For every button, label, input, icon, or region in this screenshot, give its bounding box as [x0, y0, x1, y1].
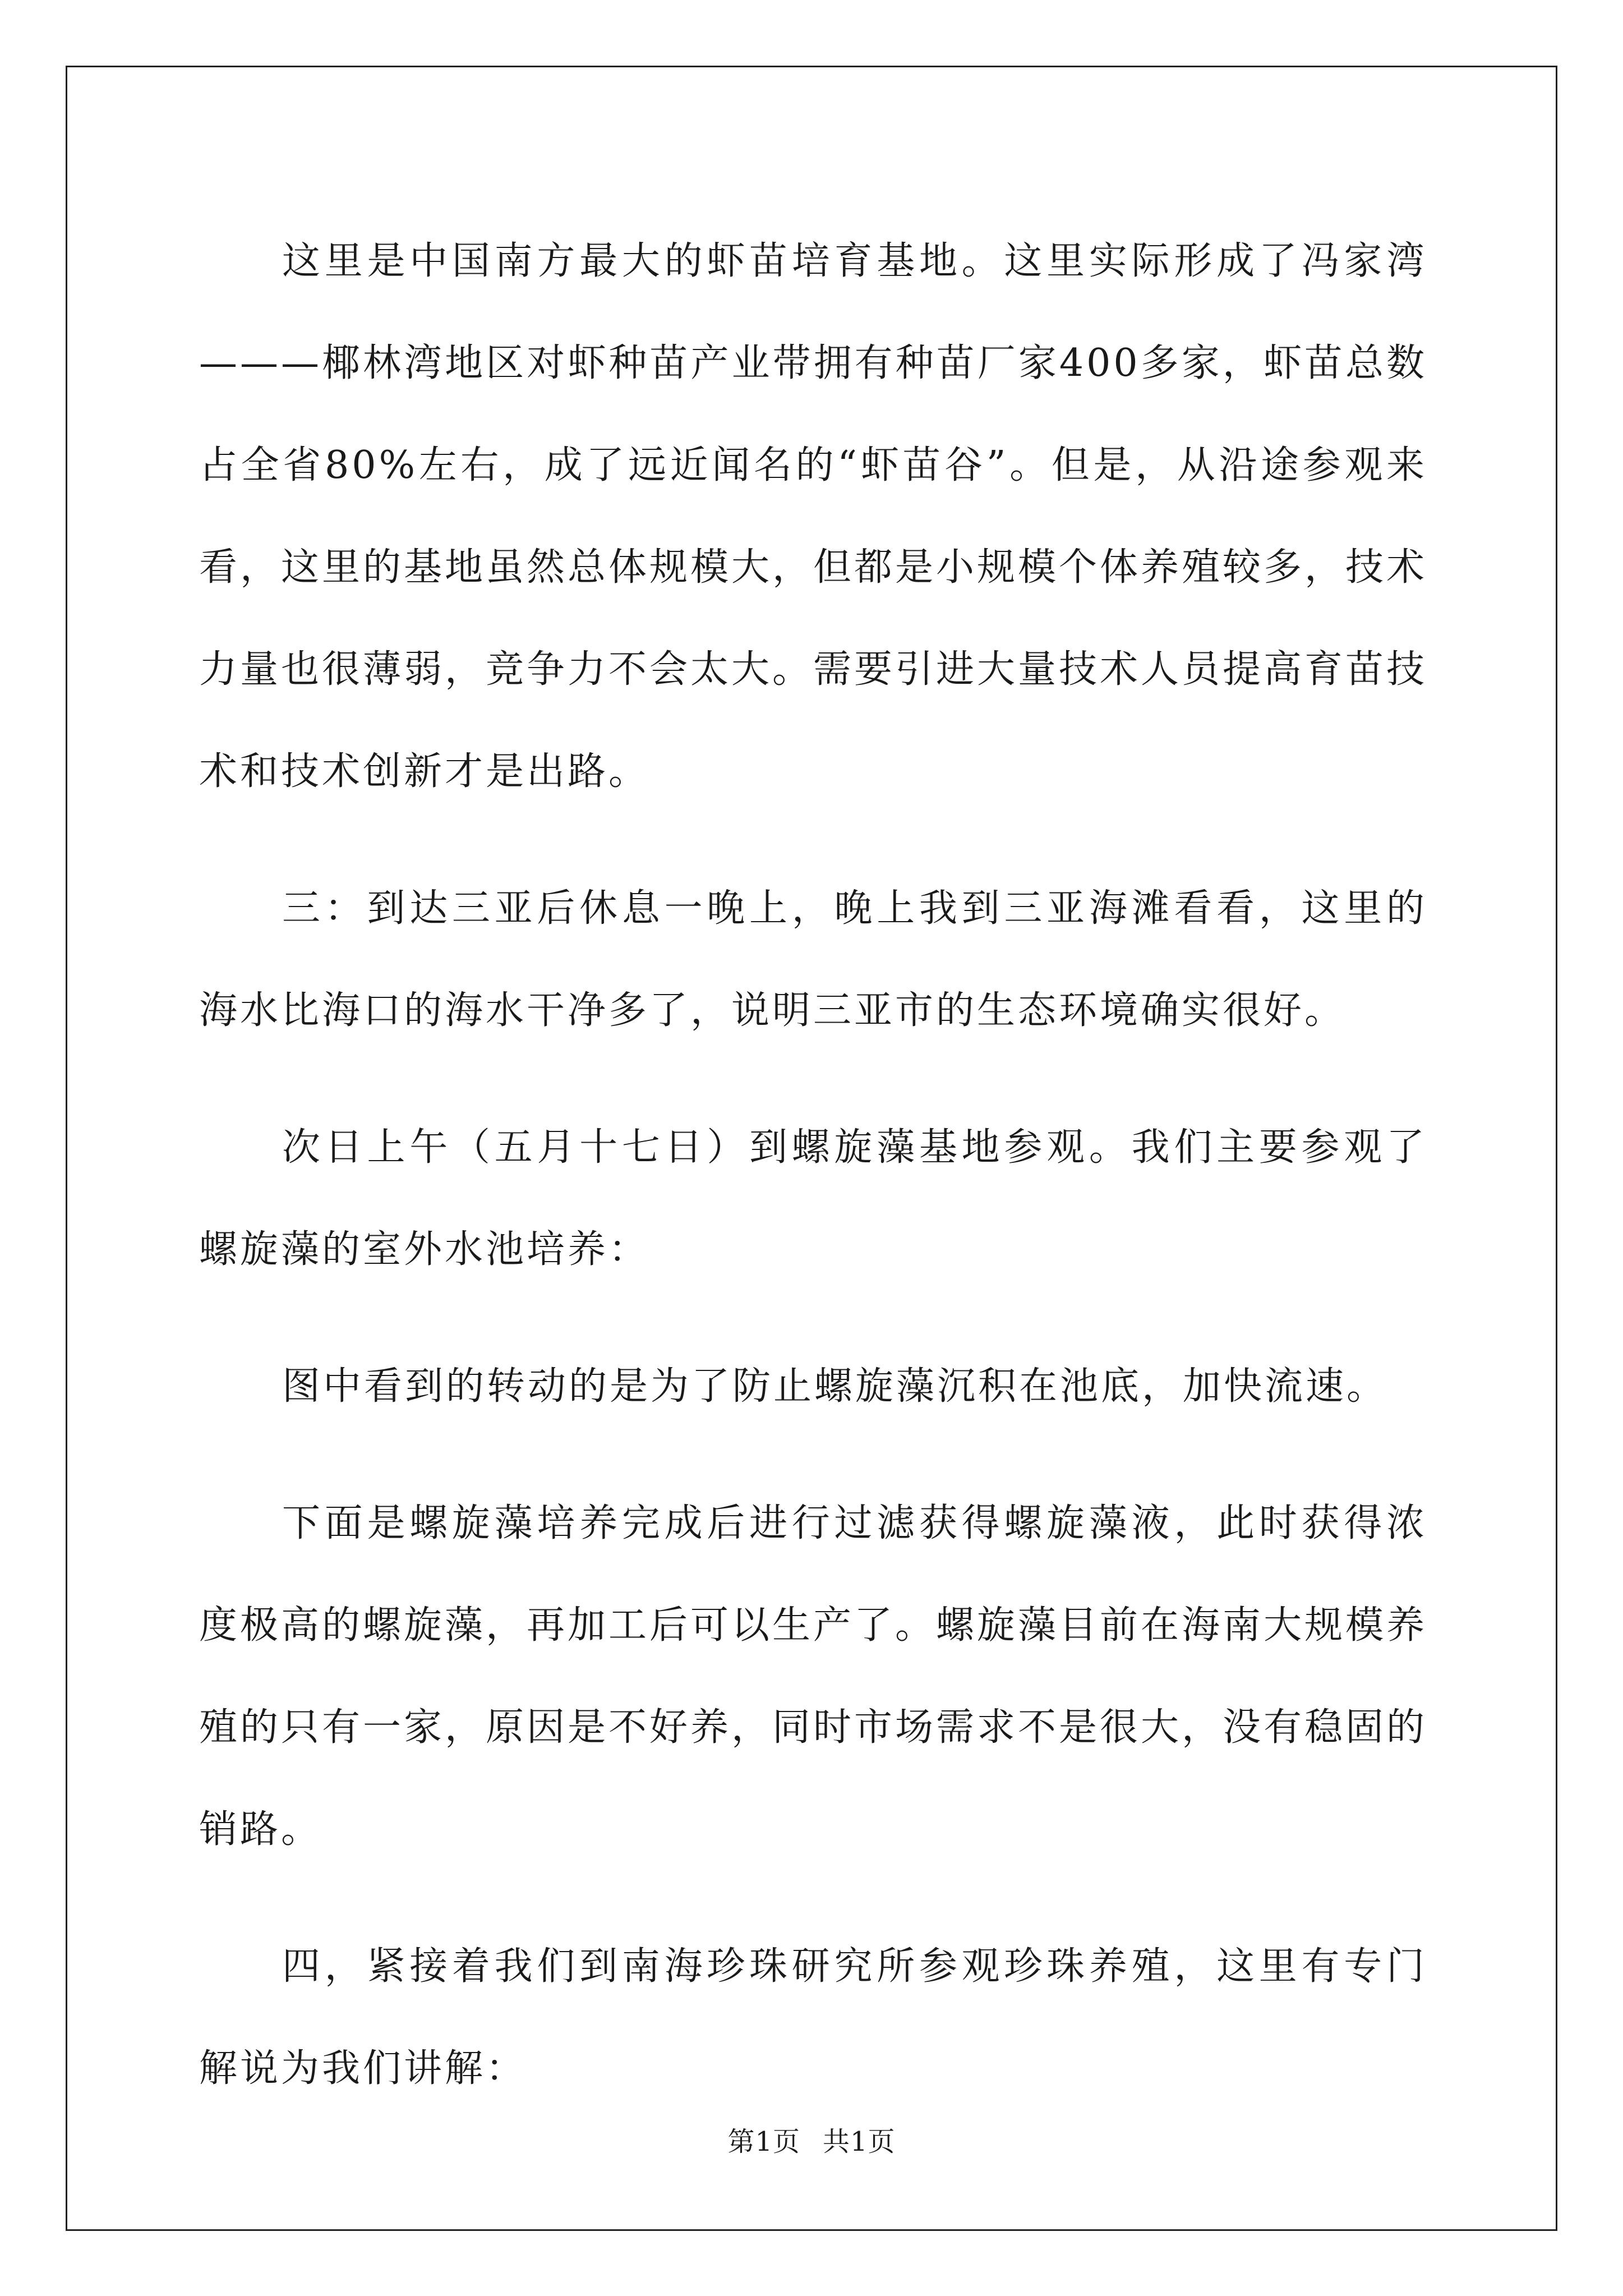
paragraph: 图中看到的转动的是为了防止螺旋藻沉积在池底，加快流速。	[282, 1364, 1388, 1409]
paragraph: 这里是中国南方最大的虾苗培育基地。这里实际形成了冯家湾———椰林湾地区对虾种苗产业带拥有种苗厂家400多家，虾苗总数占全省80%左右，成了远近闻名的“虾苗谷”。但是，从沿途参观来看，这里的基地虽然总体规模大，但都是小规模个体养殖较多，技术力量也很薄弱，竞争力不会太大。需要引进大量技术人员提高育苗技术和技术创新才是出路。	[199, 239, 1428, 794]
page-number: 第1页	[727, 2126, 800, 2157]
document-body	[199, 210, 1427, 2155]
paragraph: 次日上午（五月十七日）到螺旋藻基地参观。我们主要参观了螺旋藻的室外水池培养：	[199, 1125, 1427, 1272]
page-total: 共1页	[823, 2126, 896, 2157]
page-footer	[0, 2125, 1623, 2159]
paragraph: 三：到达三亚后休息一晚上，晚上我到三亚海滩看看，这里的海水比海口的海水干净多了，说明三亚市的生态环境确实很好。	[199, 886, 1427, 1033]
paragraph: 四，紧接着我们到南海珍珠研究所参观珍珠养殖，这里有专门解说为我们讲解：	[199, 1944, 1427, 2091]
paragraph: 下面是螺旋藻培养完成后进行过滤获得螺旋藻液，此时获得浓度极高的螺旋藻，再加工后可以生产了。螺旋藻目前在海南大规模养殖的只有一家，原因是不好养，同时市场需求不是很大，没有稳固的销路。	[199, 1501, 1428, 1852]
